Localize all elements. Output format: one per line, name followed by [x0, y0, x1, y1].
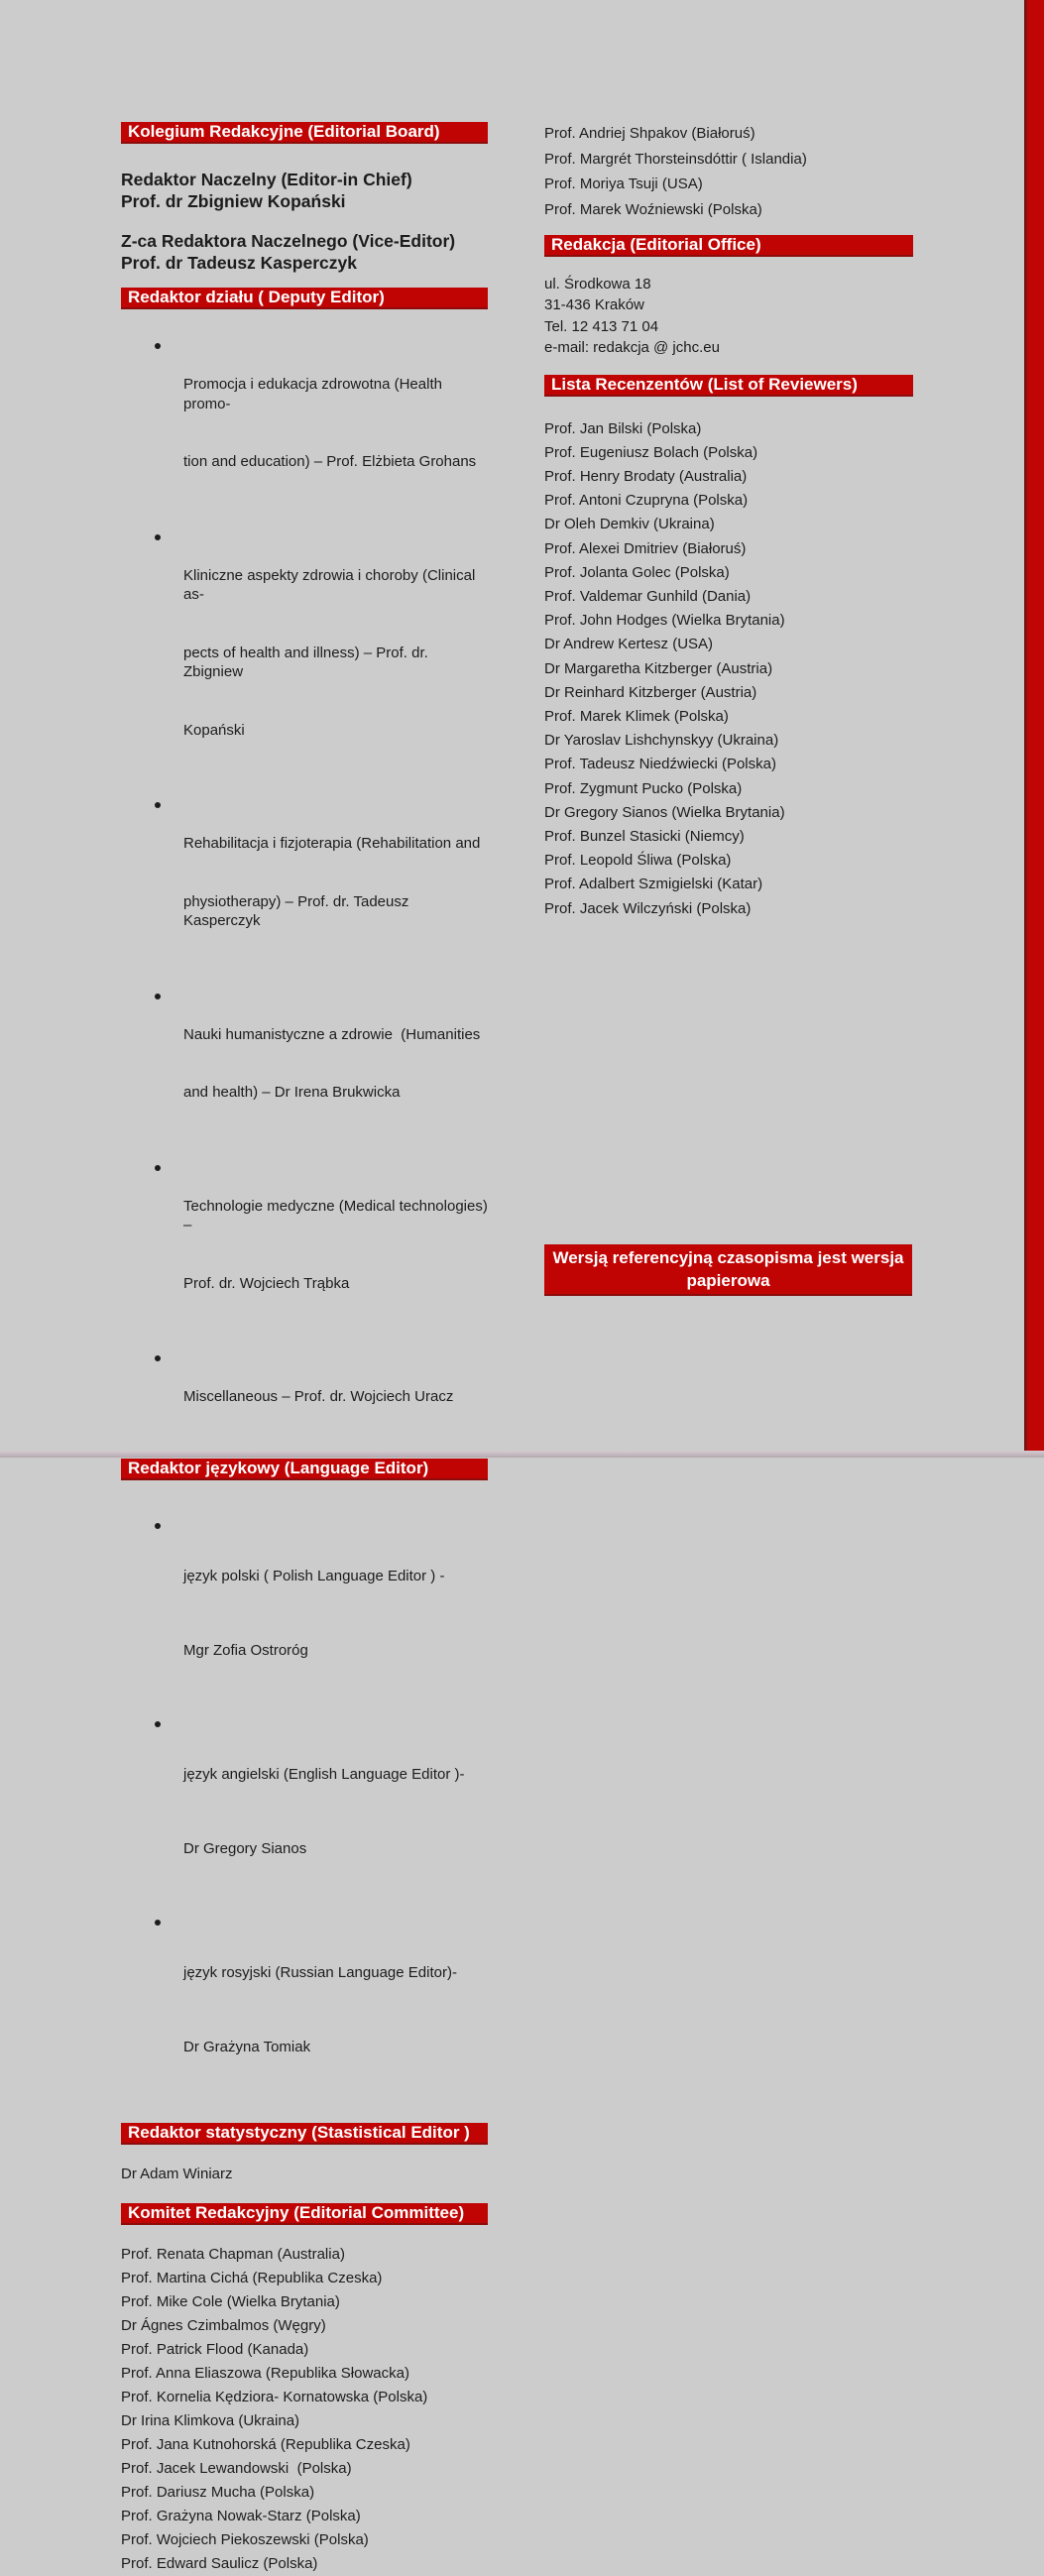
deputy-editor-item	[121, 336, 488, 511]
committee-member: Prof. Marek Woźniewski (Polska)	[544, 200, 762, 218]
language-item-line: język angielski (English Language Editor )-	[183, 1765, 465, 1783]
deputy-editor-item	[121, 527, 488, 779]
deputy-editor-item	[121, 987, 488, 1141]
right-column	[544, 121, 913, 1290]
reviewer-item: Dr Oleh Demkiv (Ukraina)	[544, 516, 715, 533]
deputy-item-line: tion and education) – Prof. Elżbieta Grohans	[183, 453, 477, 470]
editorial-office-address	[544, 274, 913, 359]
committee-member: Prof. Wojciech Piekoszewski (Polska)	[121, 2530, 369, 2548]
deputy-item-line: and health) – Dr Irena Brukwicka	[183, 1084, 401, 1101]
deputy-item-line: Kliniczne aspekty zdrowia i choroby (Clinical as-	[183, 566, 480, 603]
reviewer-list	[544, 417, 913, 921]
reviewer-item: Prof. Bunzel Stasicki (Niemcy)	[544, 828, 745, 846]
language-item-line: język rosyjski (Russian Language Editor)-	[183, 1963, 457, 1981]
deputy-item-line: Miscellaneous – Prof. dr. Wojciech Uracz	[183, 1388, 454, 1405]
editorial-board-banner: Kolegium Redakcyjne (Editorial Board)	[121, 122, 488, 144]
deputy-item-line: Prof. dr. Wojciech Trąbka	[183, 1274, 350, 1292]
deputy-item-line: physiotherapy) – Prof. dr. Tadeusz Kasperczyk	[183, 892, 413, 929]
reviewer-item: Prof. Eugeniusz Bolach (Polska)	[544, 443, 758, 461]
editor-in-chief-block	[121, 169, 488, 212]
editor-in-chief-title: Redaktor Naczelny (Editor-in Chief)	[121, 170, 412, 189]
vice-editor-block	[121, 230, 488, 274]
language-item-line: Mgr Zofia Ostroróg	[183, 1641, 308, 1659]
reviewer-item: Prof. Jan Bilski (Polska)	[544, 419, 702, 437]
committee-member: Prof. Grażyna Nowak-Starz (Polska)	[121, 2507, 361, 2524]
statistical-editor-banner: Redaktor statystyczny (Stastistical Editor )	[121, 2123, 488, 2145]
address-email: e-mail: redakcja @ jchc.eu	[544, 339, 720, 357]
reviewer-item: Prof. Adalbert Szmigielski (Katar)	[544, 876, 763, 893]
deputy-editor-item	[121, 1158, 493, 1333]
committee-member: Prof. Mike Cole (Wielka Brytania)	[121, 2292, 340, 2310]
committee-member-list	[121, 2243, 488, 2576]
committee-member: Prof. Edward Saulicz (Polska)	[121, 2554, 318, 2572]
reviewers-banner: Lista Recenzentów (List of Reviewers)	[544, 375, 913, 397]
reviewer-item: Prof. Jacek Wilczyński (Polska)	[544, 899, 752, 917]
committee-member: Prof. Andriej Shpakov (Białoruś)	[544, 125, 755, 142]
committee-member-list-continued	[544, 121, 913, 222]
reviewer-item: Prof. Jolanta Golec (Polska)	[544, 563, 730, 581]
committee-member: Prof. Dariusz Mucha (Polska)	[121, 2483, 315, 2501]
language-item-line: język polski ( Polish Language Editor ) -	[183, 1567, 445, 1584]
address-city: 31-436 Kraków	[544, 296, 644, 314]
committee-member: Prof. Anna Eliaszowa (Republika Słowacka)	[121, 2364, 409, 2382]
language-editor-banner: Redaktor językowy (Language Editor)	[121, 1459, 488, 1480]
address-phone: Tel. 12 413 71 04	[544, 317, 659, 335]
reviewer-item: Dr Gregory Sianos (Wielka Brytania)	[544, 803, 785, 821]
reviewer-item: Prof. Alexei Dmitriev (Białoruś)	[544, 539, 747, 557]
language-editor-item	[121, 1712, 488, 1911]
deputy-item-line: Kopański	[183, 721, 245, 739]
reviewer-item: Prof. Marek Klimek (Polska)	[544, 708, 729, 726]
left-column	[121, 122, 493, 2576]
reviewer-item: Prof. Tadeusz Niedźwiecki (Polska)	[544, 756, 776, 773]
deputy-editor-item	[121, 1348, 488, 1446]
reviewer-item: Prof. Leopold Śliwa (Polska)	[544, 852, 732, 870]
committee-member: Dr Ágnes Czimbalmos (Węgry)	[121, 2316, 326, 2334]
committee-member: Prof. Patrick Flood (Kanada)	[121, 2340, 309, 2358]
deputy-item-line: Promocja i edukacja zdrowotna (Health promo-	[183, 376, 447, 412]
committee-member: Prof. Jana Kutnohorská (Republika Czeska)	[121, 2435, 410, 2453]
vice-editor-title: Z-ca Redaktora Naczelnego (Vice-Editor)	[121, 231, 456, 251]
reviewer-item: Prof. Valdemar Gunhild (Dania)	[544, 588, 752, 606]
vice-editor-name: Prof. dr Tadeusz Kasperczyk	[121, 253, 357, 273]
reviewer-item: Dr Yaroslav Lishchynskyy (Ukraina)	[544, 732, 779, 750]
committee-member: Prof. Moriya Tsuji (USA)	[544, 176, 703, 192]
language-editor-item	[121, 1514, 488, 1712]
reviewer-item: Prof. John Hodges (Wielka Brytania)	[544, 612, 785, 630]
committee-member: Prof. Renata Chapman (Australia)	[121, 2245, 345, 2263]
reviewer-item: Dr Margaretha Kitzberger (Austria)	[544, 659, 773, 677]
reference-version-note: Wersją referencyjną czasopisma jest wersja papierowa	[544, 1244, 912, 1296]
committee-member: Prof. Jacek Lewandowski (Polska)	[121, 2459, 352, 2477]
address-street: ul. Środkowa 18	[544, 276, 651, 293]
language-item-line: Dr Gregory Sianos	[183, 1839, 307, 1857]
deputy-item-line: Technologie medyczne (Medical technologies) –	[183, 1197, 493, 1233]
reviewer-item: Dr Andrew Kertesz (USA)	[544, 636, 714, 653]
deputy-item-line: Nauki humanistyczne a zdrowie (Humanities	[183, 1025, 481, 1043]
editor-in-chief-name: Prof. dr Zbigniew Kopański	[121, 191, 346, 211]
language-item-line: Dr Grażyna Tomiak	[183, 2038, 311, 2055]
committee-member: Prof. Margrét Thorsteinsdóttir ( Islandia)	[544, 150, 807, 168]
red-edge-stripe	[1024, 0, 1044, 1458]
committee-member: Prof. Kornelia Kędziora- Kornatowska (Polska)	[121, 2388, 428, 2405]
deputy-item-line: Rehabilitacja i fizjoterapia (Rehabilitation and	[183, 835, 481, 852]
deputy-item-line: pects of health and illness) – Prof. dr. Zbigniew	[183, 644, 432, 680]
reviewer-item: Prof. Henry Brodaty (Australia)	[544, 468, 748, 486]
editorial-office-banner: Redakcja (Editorial Office)	[544, 235, 913, 257]
deputy-editor-item	[121, 795, 488, 970]
statistical-editor-name: Dr Adam Winiarz	[121, 2165, 233, 2182]
deputy-editor-list	[121, 336, 493, 1446]
deputy-editor-banner: Redaktor działu ( Deputy Editor)	[121, 288, 488, 309]
reviewer-item: Prof. Zygmunt Pucko (Polska)	[544, 779, 743, 797]
reviewer-item: Dr Reinhard Kitzberger (Austria)	[544, 683, 757, 701]
reviewer-item: Prof. Antoni Czupryna (Polska)	[544, 492, 749, 510]
editorial-committee-banner: Komitet Redakcyjny (Editorial Committee)	[121, 2203, 488, 2225]
committee-member: Dr Irina Klimkova (Ukraina)	[121, 2411, 300, 2429]
language-editor-item	[121, 1911, 488, 2109]
language-editor-list	[121, 1514, 488, 2109]
committee-member: Prof. Martina Cichá (Republika Czeska)	[121, 2269, 383, 2286]
